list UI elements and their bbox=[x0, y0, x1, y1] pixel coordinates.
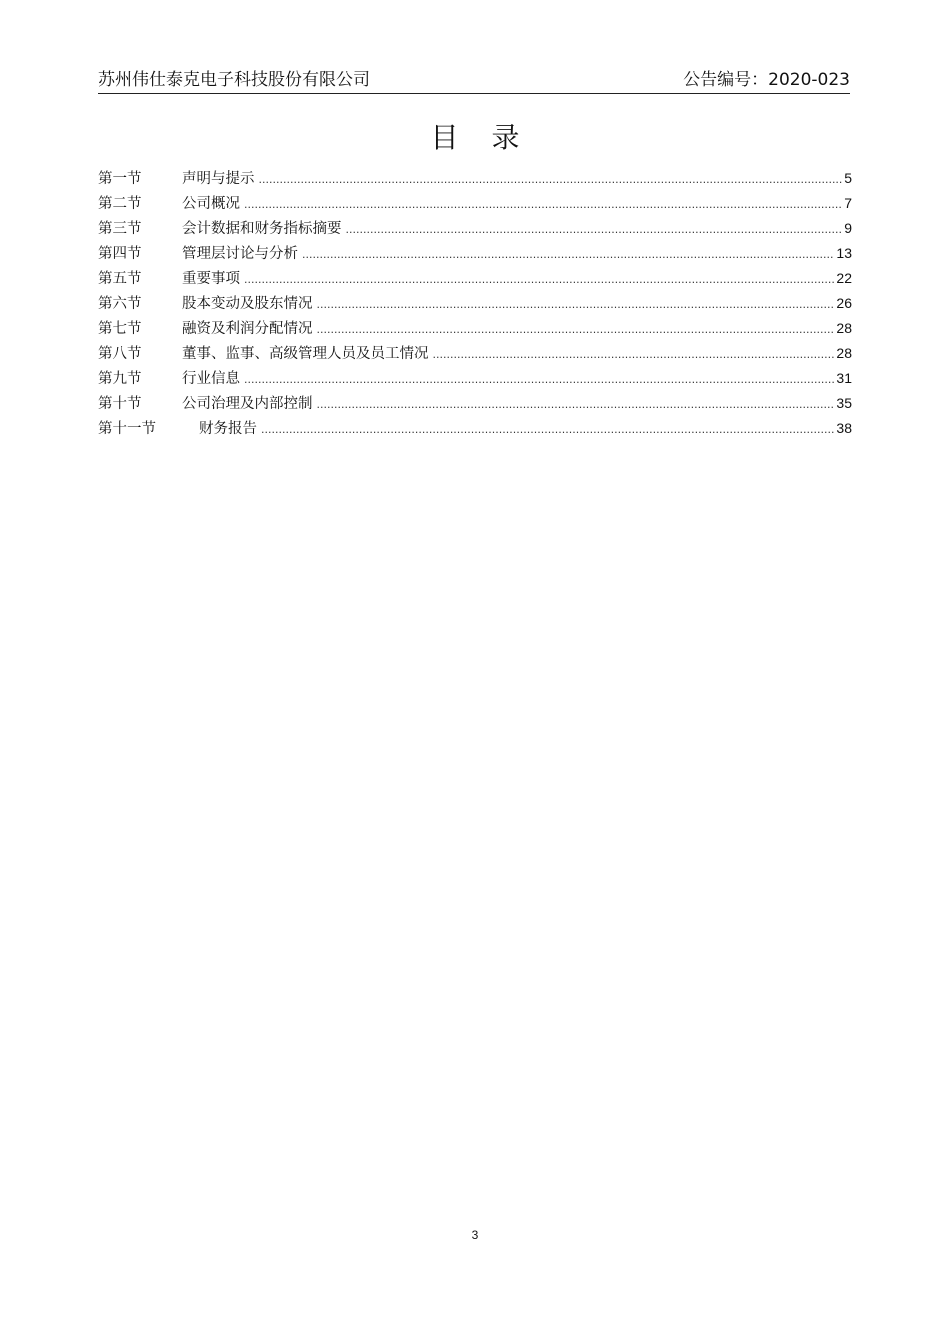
toc-leader-dots bbox=[346, 217, 843, 242]
toc-page-number: 9 bbox=[844, 220, 852, 236]
toc-section-label: 第十节 bbox=[98, 396, 142, 412]
toc-leader-dots bbox=[259, 167, 843, 192]
toc-entry-8[interactable] bbox=[98, 341, 852, 366]
toc-entry-6[interactable] bbox=[98, 291, 852, 316]
toc-leader-dots bbox=[317, 317, 835, 342]
toc-entry-5[interactable] bbox=[98, 266, 852, 291]
toc-page-number: 26 bbox=[836, 295, 852, 311]
toc-section-label: 第六节 bbox=[98, 296, 142, 312]
toc-entry-2[interactable] bbox=[98, 191, 852, 216]
toc-page-number: 35 bbox=[836, 395, 852, 411]
toc-entry-10[interactable] bbox=[98, 391, 852, 416]
toc-entry-title: 行业信息 bbox=[182, 371, 240, 387]
toc-entry-7[interactable] bbox=[98, 316, 852, 341]
toc-leader-dots bbox=[244, 192, 842, 217]
toc-entry-title: 重要事项 bbox=[182, 271, 240, 287]
toc-page-number: 28 bbox=[836, 320, 852, 336]
toc-entry-1[interactable] bbox=[98, 166, 852, 191]
toc-entry-title: 公司概况 bbox=[182, 196, 240, 212]
toc-entry-title: 财务报告 bbox=[199, 421, 257, 437]
toc-leader-dots bbox=[261, 417, 834, 442]
toc-entry-11[interactable] bbox=[98, 416, 852, 441]
toc-entry-9[interactable] bbox=[98, 366, 852, 391]
toc-section-label: 第五节 bbox=[98, 271, 142, 287]
toc-entry-title: 会计数据和财务指标摘要 bbox=[182, 221, 342, 237]
toc-section-label: 第二节 bbox=[98, 196, 142, 212]
toc-section-label: 第七节 bbox=[98, 321, 142, 337]
announcement-number: 公告编号：2020-023 bbox=[683, 70, 850, 90]
toc-section-label: 第八节 bbox=[98, 346, 142, 362]
toc-entry-title: 董事、监事、高级管理人员及员工情况 bbox=[182, 346, 429, 362]
page-number: 3 bbox=[471, 1228, 479, 1242]
toc-leader-dots bbox=[317, 292, 835, 317]
toc-page-number: 38 bbox=[836, 420, 852, 436]
toc-entry-title: 声明与提示 bbox=[182, 171, 255, 187]
toc-page-number: 28 bbox=[836, 345, 852, 361]
toc-entry-4[interactable] bbox=[98, 241, 852, 266]
toc-page-number: 22 bbox=[836, 270, 852, 286]
toc-entry-title: 管理层讨论与分析 bbox=[182, 246, 298, 262]
toc-entry-title: 股本变动及股东情况 bbox=[182, 296, 313, 312]
toc-section-label: 第三节 bbox=[98, 221, 142, 237]
toc-section-label: 第一节 bbox=[98, 171, 142, 187]
table-of-contents bbox=[98, 166, 852, 441]
toc-leader-dots bbox=[317, 392, 835, 417]
toc-section-label: 第十一节 bbox=[98, 421, 156, 437]
company-name: 苏州伟仕泰克电子科技股份有限公司 bbox=[98, 70, 370, 90]
toc-leader-dots bbox=[244, 367, 834, 392]
toc-entry-title: 公司治理及内部控制 bbox=[182, 396, 313, 412]
toc-leader-dots bbox=[302, 242, 834, 267]
toc-entry-3[interactable] bbox=[98, 216, 852, 241]
toc-page-number: 13 bbox=[836, 245, 852, 261]
toc-leader-dots bbox=[433, 342, 835, 367]
toc-page-number: 31 bbox=[836, 370, 852, 386]
toc-section-label: 第九节 bbox=[98, 371, 142, 387]
page-header bbox=[98, 68, 850, 94]
toc-page-number: 7 bbox=[844, 195, 852, 211]
toc-page-number: 5 bbox=[844, 170, 852, 186]
toc-entry-title: 融资及利润分配情况 bbox=[182, 321, 313, 337]
toc-section-label: 第四节 bbox=[98, 246, 142, 262]
toc-title: 目 录 bbox=[430, 121, 532, 154]
toc-leader-dots bbox=[244, 267, 834, 292]
